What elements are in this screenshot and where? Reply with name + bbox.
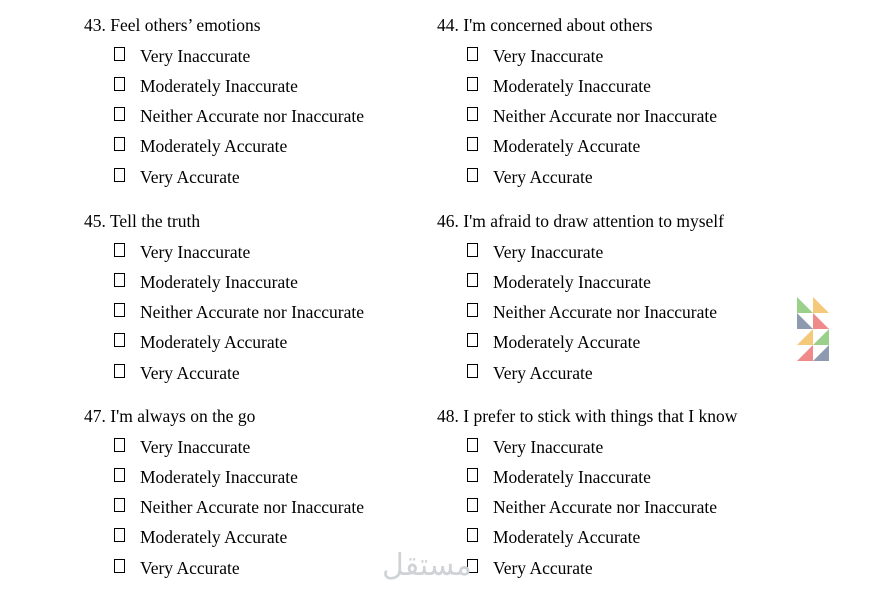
question-text: I'm concerned about others xyxy=(463,15,653,35)
watermark-text: مستقل xyxy=(382,548,472,583)
question-block xyxy=(84,211,444,383)
answer-option-label: Moderately Accurate xyxy=(493,136,641,156)
answer-option-label: Moderately Accurate xyxy=(140,136,288,156)
answer-option-label: Moderately Accurate xyxy=(493,332,641,352)
checkbox-icon[interactable] xyxy=(114,303,125,317)
answer-option-label: Very Accurate xyxy=(493,167,593,187)
checkbox-icon[interactable] xyxy=(467,498,478,512)
checkbox-icon[interactable] xyxy=(467,47,478,61)
checkbox-icon[interactable] xyxy=(467,468,478,482)
answer-option-label: Very Inaccurate xyxy=(140,242,251,262)
checkbox-icon[interactable] xyxy=(467,243,478,257)
question-title xyxy=(84,406,444,426)
answer-option-label: Very Inaccurate xyxy=(140,437,251,457)
checkbox-icon[interactable] xyxy=(467,168,478,182)
checkbox-icon[interactable] xyxy=(467,273,478,287)
answer-option-label: Very Inaccurate xyxy=(140,46,251,66)
answer-option-label: Moderately Accurate xyxy=(493,527,641,547)
question-number: 45. xyxy=(84,211,106,231)
answer-option-label: Moderately Inaccurate xyxy=(493,467,651,487)
question-title xyxy=(437,15,797,35)
checkbox-icon[interactable] xyxy=(114,107,125,121)
checkbox-icon[interactable] xyxy=(114,468,125,482)
answer-option-label: Very Accurate xyxy=(140,167,240,187)
answer-option-label: Neither Accurate nor Inaccurate xyxy=(140,302,364,322)
checkbox-icon[interactable] xyxy=(114,438,125,452)
answer-option-label: Moderately Inaccurate xyxy=(493,76,651,96)
brand-logo-icon xyxy=(797,297,831,368)
answer-option-label: Very Inaccurate xyxy=(493,242,604,262)
answer-option-label: Moderately Inaccurate xyxy=(140,272,298,292)
checkbox-icon[interactable] xyxy=(467,77,478,91)
question-text: I'm afraid to draw attention to myself xyxy=(463,211,724,231)
answer-option-label: Moderately Inaccurate xyxy=(493,272,651,292)
question-block xyxy=(84,15,444,187)
question-text: Feel others’ emotions xyxy=(110,15,261,35)
answer-option-label: Moderately Inaccurate xyxy=(140,467,298,487)
checkbox-icon[interactable] xyxy=(114,243,125,257)
checkbox-icon[interactable] xyxy=(114,333,125,347)
checkbox-icon[interactable] xyxy=(467,528,478,542)
checkbox-icon[interactable] xyxy=(114,498,125,512)
question-number: 44. xyxy=(437,15,459,35)
answer-option-label: Neither Accurate nor Inaccurate xyxy=(140,497,364,517)
checkbox-icon[interactable] xyxy=(467,333,478,347)
question-title xyxy=(84,15,444,35)
answer-option-label: Neither Accurate nor Inaccurate xyxy=(493,497,717,517)
answer-option-label: Very Accurate xyxy=(493,363,593,383)
checkbox-icon[interactable] xyxy=(114,364,125,378)
checkbox-icon[interactable] xyxy=(114,528,125,542)
checkbox-icon[interactable] xyxy=(114,137,125,151)
checkbox-icon[interactable] xyxy=(467,303,478,317)
question-number: 47. xyxy=(84,406,106,426)
question-block xyxy=(437,406,797,578)
question-number: 43. xyxy=(84,15,106,35)
answer-option-label: Very Accurate xyxy=(140,558,240,578)
question-text: I'm always on the go xyxy=(110,406,256,426)
answer-option-label: Neither Accurate nor Inaccurate xyxy=(140,106,364,126)
question-text: I prefer to stick with things that I know xyxy=(463,406,738,426)
answer-option-label: Very Inaccurate xyxy=(493,437,604,457)
answer-option-label: Moderately Inaccurate xyxy=(140,76,298,96)
answer-option-label: Neither Accurate nor Inaccurate xyxy=(493,302,717,322)
checkbox-icon[interactable] xyxy=(467,438,478,452)
question-number: 48. xyxy=(437,406,459,426)
answer-option-label: Very Accurate xyxy=(140,363,240,383)
answer-option-label: Moderately Accurate xyxy=(140,527,288,547)
checkbox-icon[interactable] xyxy=(114,168,125,182)
question-title xyxy=(84,211,444,231)
question-number: 46. xyxy=(437,211,459,231)
answer-option-label: Moderately Accurate xyxy=(140,332,288,352)
answer-option-label: Neither Accurate nor Inaccurate xyxy=(493,106,717,126)
checkbox-icon[interactable] xyxy=(467,137,478,151)
checkbox-icon[interactable] xyxy=(114,77,125,91)
question-text: Tell the truth xyxy=(109,211,201,231)
checkbox-icon[interactable] xyxy=(114,47,125,61)
question-title xyxy=(437,211,797,231)
answer-option-label: Very Inaccurate xyxy=(493,46,604,66)
checkbox-icon[interactable] xyxy=(114,273,125,287)
checkbox-icon[interactable] xyxy=(467,364,478,378)
checkbox-icon[interactable] xyxy=(114,559,125,573)
answer-option-label: Very Accurate xyxy=(493,558,593,578)
checkbox-icon[interactable] xyxy=(467,107,478,121)
question-block xyxy=(437,211,797,383)
question-block xyxy=(437,15,797,187)
question-title xyxy=(437,406,797,426)
